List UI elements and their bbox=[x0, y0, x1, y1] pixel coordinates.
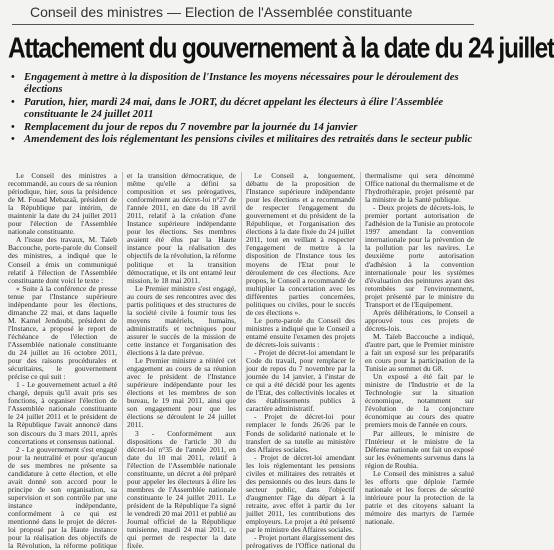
article-paragraph: - Deux projets de décrets-lois, le premier portant autorisation de l'adhésion de la Tunisie au protocole 1997 amendant la convention internationale pour la prévention de la pollution par les navires. Le deuxième porte autorisation d'adhésion à la convention internationale pour les systèmes d'évaluation des peintures ayant des retombées sur l'environnement, projet présenté par le ministre du Transport et de l'Equipement. bbox=[365, 204, 474, 309]
bullet-icon: • bbox=[11, 71, 15, 83]
article-paragraph: - Projet de décret-loi amendant les lois réglementant les pensions civiles et militaires des retraités et des pensionnés ou des leurs dans le secteur public, dans l'objectif d'augmenter l'âge du départ à la retraite, avec effet à partir du 1er juillet 2011, les contributions des employeurs. Le projet a été présenté par le ministre des Affaires sociales. bbox=[246, 454, 355, 534]
bullet-icon: • bbox=[11, 96, 15, 108]
section-rubric: Conseil des ministres — Election de l'Assemblée constituante bbox=[12, 2, 474, 25]
article-paragraph: Le Premier ministre s'est engagé, au cours de ses rencontres avec des partis politiques et des structures de la société civile à fournir tous les moyens matériels, humains, administratifs et techniques pour assurer le succès de la mission de cette instance et l'organisation des élections à la date prévue. bbox=[127, 285, 236, 357]
article-headline: Attachement du gouvernement à la date du 24 juillet bbox=[8, 27, 476, 74]
article-paragraph: Après délibérations, le Conseil a approuvé tous ces projets de décrets-lois. bbox=[365, 309, 474, 333]
summary-bullet: • Remplacement du jour de repos du 7 novembre par la journée du 14 janvier bbox=[10, 121, 474, 133]
article-paragraph: Le Conseil des ministres a recommandé, au cours de sa réunion périodique, hier, sous la présidence de M. Fouad Mebazaâ, président de la République par intérim, de maintenir la date du 24 juillet 2011 pour l'élection de l'Assemblée nationale constituante. bbox=[8, 172, 117, 236]
article-paragraph: Un exposé a été fait par le ministre de l'Industrie et de la Technologie sur la situation économique, notamment sur l'évolution de la conjoncture économique au cours des quatre premiers mois de l'année en cours. bbox=[365, 373, 474, 429]
bullet-icon: • bbox=[11, 133, 15, 145]
article-paragraph: Le Premier ministre a réitéré cet engagement au cours de sa réunion avec le président de l'Instance supérieure indépendante pour les élections et les membres de son bureau, le 19 mai 2011, ainsi que son engagement pour que les élections se déroulent le 24 juillet 2011. bbox=[127, 357, 236, 429]
article-paragraph: M. Taïeb Baccouche a indiqué, d'autre part, que le Premier ministre a fait un exposé sur les préparatifs en cours pour la participation de la Tunisie au sommet du G8. bbox=[365, 333, 474, 373]
summary-bullets bbox=[10, 71, 474, 145]
summary-bullet: • Engagement à mettre à la disposition de l'Instance les moyens nécessaires pour le déroulement des élections bbox=[10, 71, 474, 96]
article-paragraph: - Projet portant élargissement des prérogatives de l'Office national du thermalisme qui sera dénommé Office national du thermalisme et de l'hydrothérapie, projet présenté par la ministre de la Santé publique. bbox=[246, 172, 474, 550]
bullet-icon: • bbox=[11, 121, 15, 133]
article-body bbox=[8, 172, 474, 491]
article-paragraph: 2 - Le gouvernement s'est engagé pour la neutralité et pour qu'aucun de ses membres ne présente sa candidature à cette élection, et elle avait donné son accord pour le principe de son organisation, sa supervision et son contrôle par une instance indépendante, conformément à ce qui est mentionné dans le projet de décret-loi proposé par la Haute instance pour la réalisation des objectifs de la Révolution, la réforme politique et la transition démocratique, de même qu'elle a défini sa composition et ses prérogatives, conformément au décret-loi n°27 de l'année 2011, en date du 18 avril 2011, relatif à la création d'une Instance supérieure indépendante pour les élections. Ses membres avaient été élus par la Haute instance pour la réalisation des objectifs de la révolution, la réforme politique et la transition démocratique, et ils ont entamé leur mission, le 18 mai 2011. bbox=[8, 172, 236, 550]
article-paragraph: A l'issue des travaux, M. Taïeb Baccouche, porte-parole du Conseil des ministres, a indiqué que le Conseil a émis un communiqué relatif à l'élection de l'Assemblée constituante dont voici le texte : bbox=[8, 236, 117, 284]
article-paragraph: - Projet de décret-loi pour remplacer le fonds 26/26 par le Fonds de solidarité nationale et le transfert de sa tutelle au ministère des Affaires sociales. bbox=[246, 413, 355, 453]
article-paragraph: Par ailleurs, le ministre de l'Intérieur et le ministre de la Défense nationale ont fait un exposé sur les événements survenus dans la région de Rouhia. bbox=[365, 430, 474, 470]
article-paragraph: « Suite à la conférence de presse tenue par l'Instance supérieure indépendante pour les élections, dimanche 22 mai, et dans laquelle M. Kamel Jendoubi, président de l'Instance, a proposé le report de l'échéance de l'élection de l'Assemblée nationale constituante du 24 juillet au 16 octobre 2011, pour des raisons procédurales et sécuritaires, le gouvernement précise ce qui suit : bbox=[8, 285, 117, 382]
summary-bullet: • Amendement des lois réglementant les pensions civiles et militaires des retraités dans le secteur public bbox=[10, 133, 474, 145]
article-paragraph: Le Conseil des ministres a salué les efforts que déploie l'armée nationale et les forces de sécurité intérieure pour la protection de la patrie et des citoyens saluant la mémoire des martyrs de l'armée nationale. bbox=[365, 470, 474, 526]
article-paragraph: 1 - Le gouvernement actuel a été chargé, depuis qu'il avait pris ses fonctions, à organiser l'élection de l'Assemblée nationale constituante le 24 juillet 2011 et le président de la République l'avait annoncé dans son discours du 3 mars 2011, après concertations et consensus national. bbox=[8, 381, 117, 445]
article-paragraph: Le porte-parole du Conseil des ministres a indiqué que le Conseil a entamé ensuite l'examen des projets de décrets-lois suivants : bbox=[246, 317, 355, 349]
article-paragraph: Le Conseil a, longuement, débattu de la proposition de l'Instance supérieure indépendante pour les élections et a recommandé de respecter l'engagement du gouvernement et du président de la République, et l'organisation des élections à la date fixée du 24 juillet 2011, tout en veillant à respecter l'engagement de mettre à la disposition de l'Instance tous les moyens de l'Etat pour le déroulement de ces élections. Ace propos, le Conseil a recommandé de multiplier la concertation avec les différentes parties concernées, politiques ou civiles, pour le succès de ces élections ». bbox=[246, 172, 355, 317]
article-paragraph: - Projet de décret-loi amendant le Code du travail, pour remplacer le jour de repos du 7 novembre par la journée du 14 janvier, à l'instar de ce qui a été décidé pour les agents de l'Etat, des collectivités locales et des établissements publics à caractère administratif. bbox=[246, 349, 355, 413]
article-paragraph: 3 - Conformément aux dispositions de l'article 30 du décret-loi n°35 de l'année 2011, en date du 10 mai 2011, relatif à l'élection de l'Assemblée nationale constituante, un décret a été préparé pour appeler les électeurs à élire les membres de l'Assemblée nationale constituante le 24 juillet 2011. Le président de la République l'a signé le vendredi 20 mai 2011 et publié au Journal officiel de la République tunisienne, mardi 24 mai 2011, ce qui permet de respecter la date fixée. bbox=[127, 430, 236, 550]
summary-bullet: • Parution, hier, mardi 24 mai, dans le JORT, du décret appelant les électeurs à élire l'Assemblée constituante le 24 juillet 2011 bbox=[10, 96, 474, 121]
